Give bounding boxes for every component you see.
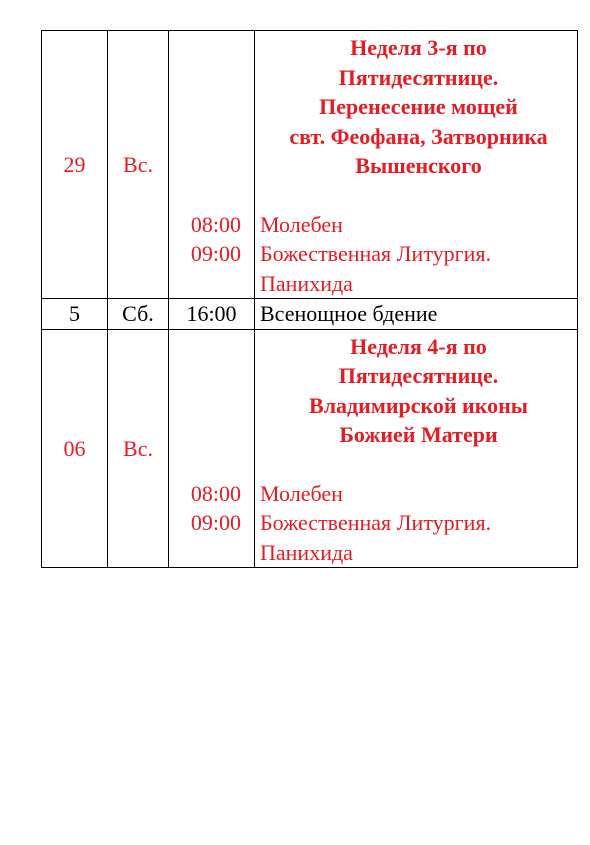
schedule-row <box>42 299 578 330</box>
event-cell <box>255 329 578 568</box>
time-cell <box>169 31 255 299</box>
feast-title-line: Неделя 4-я по <box>350 333 487 359</box>
service-name: Молебен <box>260 480 343 506</box>
feast-title-line: Пятидесятнице. <box>338 64 499 90</box>
feast-title-line: Неделя 3-я по <box>350 35 487 60</box>
feast-title-line: Владимирской иконы <box>309 392 528 418</box>
service-name: Панихида <box>260 270 353 296</box>
feast-title-line: Вышенского <box>355 153 482 178</box>
service-name: Панихида <box>260 539 353 565</box>
schedule-table <box>41 30 578 568</box>
weekday-cell: Вс. <box>108 329 169 568</box>
date-cell: 29 <box>42 31 108 299</box>
time-cell <box>169 329 255 568</box>
feast-title <box>260 31 577 210</box>
schedule-row <box>42 31 578 299</box>
feast-title-line: Пятидесятнице. <box>338 363 499 388</box>
service-name: Божественная Литургия. <box>260 510 492 535</box>
time-cell: 16:00 <box>169 299 255 330</box>
date-cell: 5 <box>42 299 108 330</box>
date-cell: 06 <box>42 329 108 568</box>
service-name: Молебен <box>260 211 343 237</box>
feast-title-line: Перенесение мощей <box>319 94 518 119</box>
event-cell <box>255 31 578 299</box>
service-time: 09:00 <box>190 510 241 535</box>
service-time: 08:00 <box>190 480 241 506</box>
feast-title-line: свт. Феофана, Затворника <box>289 123 548 149</box>
feast-title <box>260 330 577 479</box>
service-time: 09:00 <box>190 241 241 266</box>
feast-title-line: Божией Матери <box>339 422 498 447</box>
service-name: Божественная Литургия. <box>260 241 492 266</box>
weekday-cell: Сб. <box>108 299 169 330</box>
service-time: 08:00 <box>190 211 241 237</box>
weekday-cell: Вс. <box>108 31 169 299</box>
schedule-row <box>42 329 578 568</box>
service-name: Всенощное бдение <box>255 299 578 330</box>
